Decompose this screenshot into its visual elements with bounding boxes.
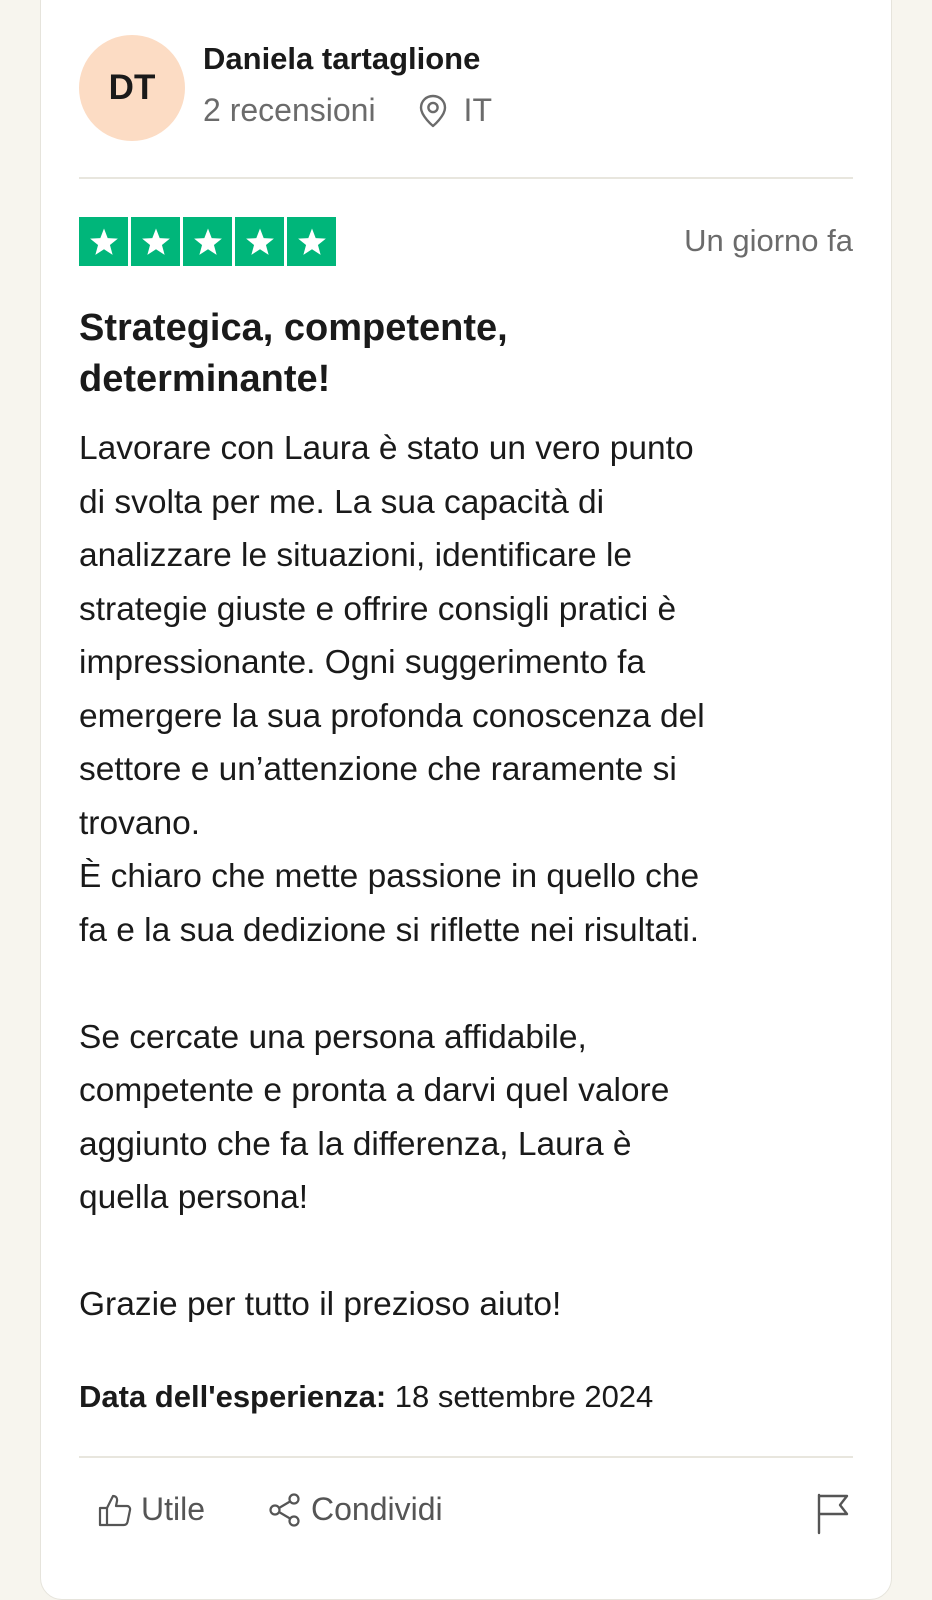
share-icon (267, 1492, 303, 1528)
useful-button[interactable] (97, 1491, 205, 1528)
flag-icon[interactable] (813, 1491, 853, 1535)
review-body-line: impressionante. Ogni suggerimento fa (79, 644, 646, 681)
review-title-line: determinante! (79, 358, 331, 400)
review-card (40, 0, 892, 1600)
review-body-line: trovano. (79, 804, 201, 842)
reviewer-name[interactable]: Daniela tartaglione (203, 41, 481, 76)
star-icon (287, 217, 336, 266)
location-pin-icon (418, 94, 448, 128)
star-icon (131, 217, 180, 266)
review-body-line: È chiaro che mette passione in quello che (79, 858, 700, 895)
divider-bottom (79, 1456, 853, 1458)
avatar[interactable]: DT (79, 35, 185, 141)
reviewer-header (79, 35, 853, 145)
review-count: 2 recensioni (203, 92, 376, 128)
review-body-line: emergere la sua profonda conoscenza del (79, 697, 705, 735)
review-body-line: quella persona! (79, 1179, 309, 1216)
review-body-line: Grazie per tutto il prezioso aiuto! (79, 1286, 562, 1323)
star-icon (183, 217, 232, 266)
thumbs-up-icon (97, 1492, 133, 1528)
divider-top (79, 177, 853, 179)
reviewer-country: IT (463, 92, 492, 128)
star-icon (79, 217, 128, 266)
share-button[interactable] (267, 1491, 443, 1528)
review-body (79, 422, 861, 1332)
review-body-line: strategie giuste e offrire consigli pratici è (79, 590, 677, 628)
experience-value: 18 settembre 2024 (394, 1379, 654, 1414)
review-title-line: Strategica, competente, (79, 307, 508, 349)
star-rating (79, 217, 336, 266)
useful-label: Utile (141, 1491, 206, 1527)
review-body-line: analizzare le situazioni, identificare le (79, 537, 633, 574)
experience-label: Data dell'esperienza: (79, 1379, 387, 1414)
share-label: Condividi (311, 1491, 443, 1527)
reviewer-meta (203, 92, 492, 129)
experience-date (79, 1379, 653, 1415)
review-body-line: fa e la sua dedizione si riflette nei risultati. (79, 911, 700, 949)
review-body-line: settore e un’attenzione che raramente si (79, 751, 677, 788)
review-title[interactable] (79, 303, 853, 405)
review-body-line: aggiunto che fa la differenza, Laura è (79, 1125, 632, 1163)
paragraph-gap (79, 1225, 861, 1279)
review-body-line: Se cercate una persona affidabile, (79, 1018, 587, 1056)
review-body-line: di svolta per me. La sua capacità di (79, 483, 605, 521)
review-body-line: competente e pronta a darvi quel valore (79, 1072, 670, 1109)
review-body-line: Lavorare con Laura è stato un vero punto (79, 430, 694, 467)
paragraph-gap (79, 957, 861, 1011)
review-actions (97, 1491, 853, 1541)
review-date: Un giorno fa (684, 223, 853, 258)
star-icon (235, 217, 284, 266)
